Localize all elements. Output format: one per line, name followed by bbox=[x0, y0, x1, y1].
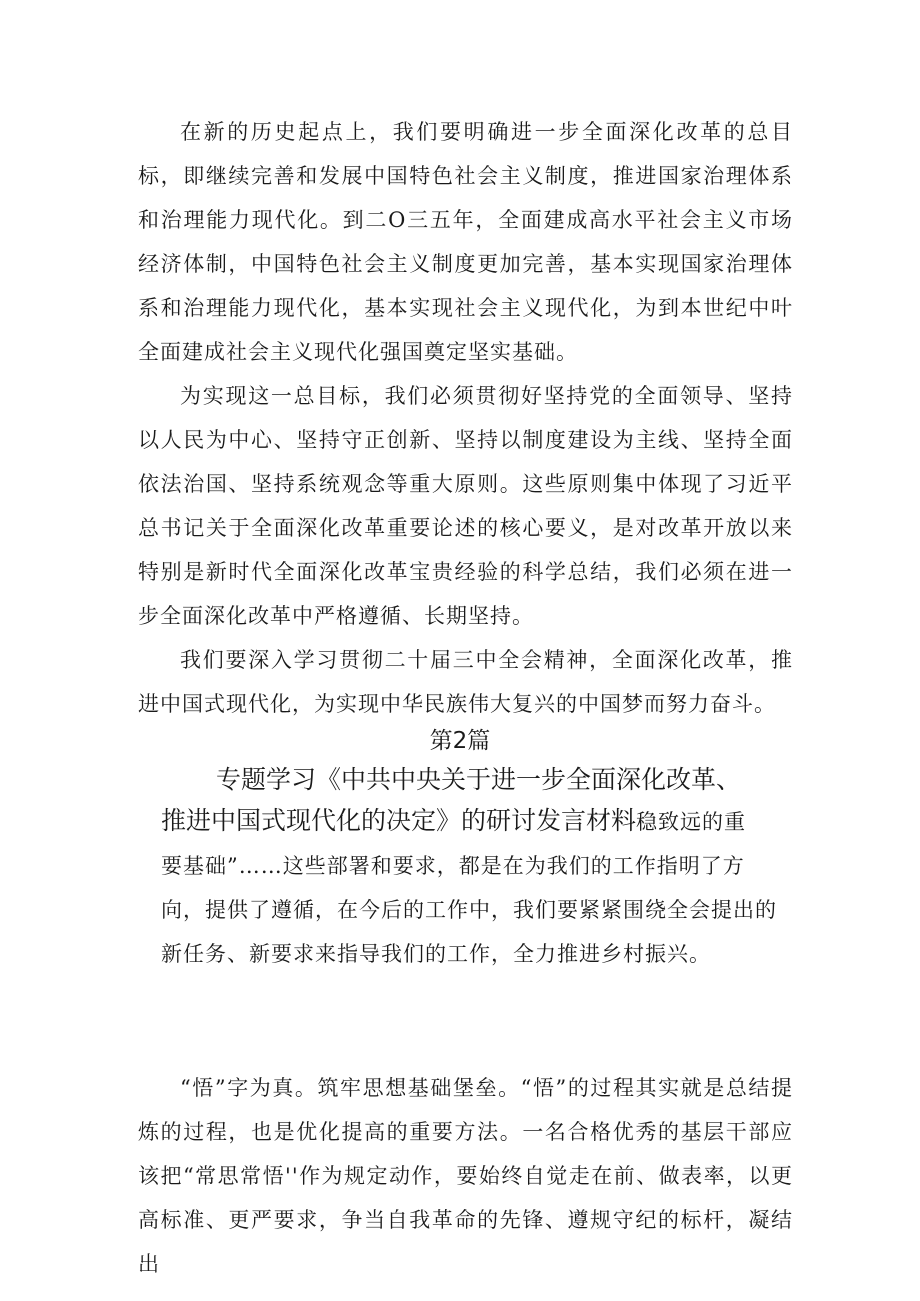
chapter-title-text: 推进中国式现代化的决定》的研讨发言材料 bbox=[161, 806, 637, 835]
chapter-title-tail: 稳致远的重 bbox=[636, 810, 747, 834]
paragraph-reform-goal: 在新的历史起点上，我们要明确进一步全面深化改革的总目标，即继续完善和发展中国特色社会主义制度，推进国家治理体系和治理能力现代化。到二O三五年，全面建成高水平社会主义市场经济体制，中国特色社会主义制度更加完善，基本实现国家治理体系和治理能力现代化，基本实现社会主义现代化，为到本世纪中叶全面建成社会主义现代化强国奠定坚实基础。 bbox=[138, 120, 793, 364]
chapter-title-line-2 bbox=[161, 801, 746, 842]
paragraph-principles: 为实现这一总目标，我们必须贯彻好坚持党的全面领导、坚持以人民为中心、坚持守正创新、坚持以制度建设为主线、坚持全面依法治国、坚持系统观念等重大原则。这些原则集中体现了习近平总书记关于全面深化改革重要论述的核心要义，是对改革开放以来特别是新时代全面深化改革宝贵经验的科学总结，我们必须在进一步全面深化改革中严格遵循、长期坚持。 bbox=[138, 384, 793, 628]
paragraph-wu-true: “悟”字为真。筑牢思想基础堡垒。“悟”的过程其实就是总结提炼的过程，也是优化提高的重要方法。一名合格优秀的基层干部应该把“常思常悟''作为规定动作，要始终自觉走在前、做表率，以更高标准、更严要求，争当自我革命的先锋、遵规守纪的标杆，凝结出 bbox=[138, 1076, 793, 1276]
chapter-title-line-1: 专题学习《中共中央关于进一步全面深化改革、 bbox=[216, 765, 742, 794]
paragraph-continuation: 要基础”……这些部署和要求，都是在为我们的工作指明了方向，提供了遵循，在今后的工作中，我们要紧紧围绕全会提出的新任务、新要求来指导我们的工作，全力推进乡村振兴。 bbox=[161, 854, 777, 966]
chapter-label: 第2篇 bbox=[429, 728, 491, 754]
paragraph-conclusion: 我们要深入学习贯彻二十届三中全会精神，全面深化改革，推进中国式现代化，为实现中华民族伟大复兴的中国梦而努力奋斗。 bbox=[138, 648, 793, 716]
